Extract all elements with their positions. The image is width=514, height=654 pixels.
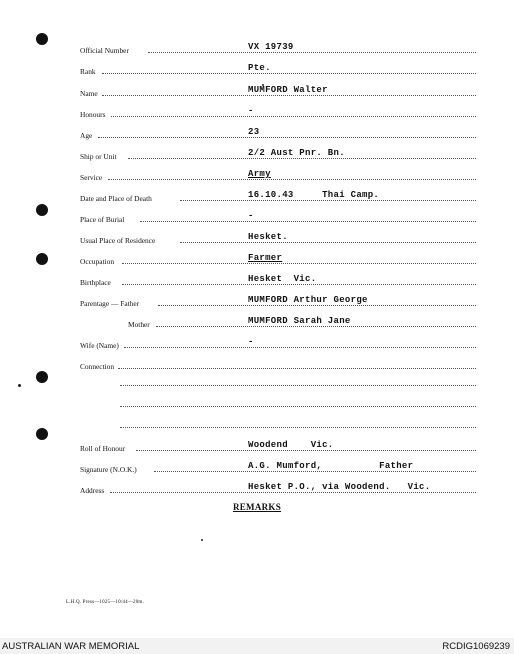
punch-hole xyxy=(36,33,48,45)
field-value: Woodend Vic. xyxy=(248,440,334,450)
field-label: Rank xyxy=(80,67,96,76)
field-label: Place of Burial xyxy=(80,215,125,224)
field-value: 16.10.43 Thai Camp. xyxy=(248,190,380,200)
field-mother xyxy=(80,316,476,330)
field-connection xyxy=(80,358,476,372)
footer-archive-name: AUSTRALIAN WAR MEMORIAL xyxy=(2,641,140,652)
field-value: MUMFORD Arthur George xyxy=(248,295,368,305)
field-age xyxy=(80,127,476,141)
field-label: Connection xyxy=(80,362,115,371)
field-label: Signature (N.O.K.) xyxy=(80,465,137,474)
field-value: Farmer xyxy=(248,253,283,263)
connection-line xyxy=(120,427,476,428)
field-value: Hesket Vic. xyxy=(248,274,317,284)
field-value: VX 19739 xyxy=(248,42,294,52)
field-father xyxy=(80,295,476,309)
field-label: Mother xyxy=(128,320,150,329)
field-official-number xyxy=(80,42,476,56)
field-value: Pte. xyxy=(248,63,271,73)
field-value: - xyxy=(248,106,254,116)
field-value: Hesket P.O., via Woodend. Vic. xyxy=(248,482,431,492)
scan-speck xyxy=(18,384,21,387)
field-label: Date and Place of Death xyxy=(80,194,152,203)
field-name xyxy=(80,85,476,99)
field-label: Honours xyxy=(80,110,106,119)
field-birthplace xyxy=(80,274,476,288)
field-residence xyxy=(80,232,476,246)
field-burial xyxy=(80,211,476,225)
field-value: MUMFORD Sarah Jane xyxy=(248,316,351,326)
field-value: Army xyxy=(248,169,271,179)
field-label: Ship or Unit xyxy=(80,152,117,161)
field-service xyxy=(80,169,476,183)
field-label: Name xyxy=(80,89,98,98)
field-label: Age xyxy=(80,131,93,140)
archive-footer xyxy=(0,639,514,654)
field-label: Service xyxy=(80,173,103,182)
field-value: A.G. Mumford, Father xyxy=(248,461,414,471)
connection-line xyxy=(120,385,476,386)
field-label: Occupation xyxy=(80,257,115,266)
field-value: 2/2 Aust Pnr. Bn. xyxy=(248,148,345,158)
field-value: - xyxy=(248,211,254,221)
field-signature xyxy=(80,461,476,475)
field-label: Address xyxy=(80,486,105,495)
field-address xyxy=(80,482,476,496)
field-death xyxy=(80,190,476,204)
connection-line xyxy=(120,406,476,407)
footer-record-id: RCDIG1069239 xyxy=(442,641,510,652)
remarks-heading: REMARKS xyxy=(232,502,282,512)
field-honours xyxy=(80,106,476,120)
field-label: Birthplace xyxy=(80,278,111,287)
field-value: - xyxy=(248,337,254,347)
printer-note: L.H.Q. Press—1025—10/44—20m. xyxy=(66,600,144,605)
field-label: Parentage — Father xyxy=(80,299,140,308)
field-value: 23 xyxy=(248,127,260,137)
punch-hole xyxy=(36,371,48,383)
field-rank xyxy=(80,63,476,77)
scan-speck xyxy=(201,539,203,541)
field-value: Hesket. xyxy=(248,232,288,242)
field-roll-of-honour xyxy=(80,440,476,454)
punch-hole xyxy=(36,253,48,265)
punch-hole xyxy=(36,204,48,216)
field-label: Usual Place of Residence xyxy=(80,236,156,245)
field-occupation xyxy=(80,253,476,267)
field-label: Roll of Honour xyxy=(80,444,126,453)
punch-hole xyxy=(36,428,48,440)
field-wife xyxy=(80,337,476,351)
field-label: Wife (Name) xyxy=(80,341,119,350)
field-label: Official Number xyxy=(80,46,129,55)
field-ship-or-unit xyxy=(80,148,476,162)
field-value: MUMFORD Walter xyxy=(248,85,328,95)
